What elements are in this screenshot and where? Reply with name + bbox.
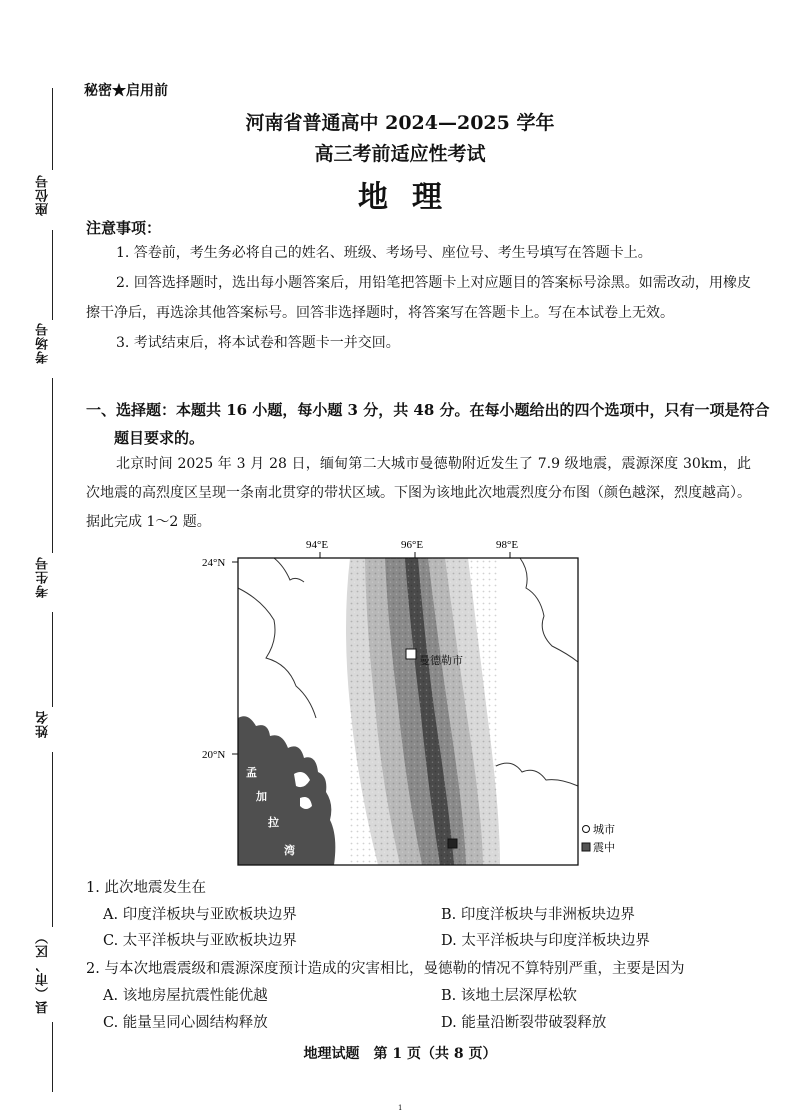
intensity-map <box>200 536 620 876</box>
exam-subtitle: 高三考前适应性考试 <box>314 143 486 165</box>
q2-option-c: C. 能量呈同心圆结构释放 <box>103 1015 268 1031</box>
question-1-stem: 1. 此次地震发生在 <box>86 880 206 896</box>
legend-city-label: 城市 <box>593 823 615 836</box>
section-intro: 北京时间 2025 年 3 月 28 日，缅甸第二大城市曼德勒附近发生了 7.9 级地震，震源深度 30km，此次地震的高烈度区呈现一条南北贯穿的带状区域。下图为该地此次地震烈度分布图（颜色越深，烈度越高）。据此完成 1～2 题。 <box>86 456 751 530</box>
sea-label-char: 湾 <box>284 844 295 857</box>
q2-option-d: D. 能量沿断裂带破裂释放 <box>441 1015 607 1031</box>
legend-epicenter-symbol <box>582 843 590 851</box>
margin-line <box>52 752 53 927</box>
lat-label-20: 20°N <box>202 749 226 761</box>
question-2-stem: 2. 与本次地震震级和震源深度预计造成的灾害相比，曼德勒的情况不算特别严重，主要是因为 <box>86 961 685 977</box>
page-footer: 地理试题 第 1 页（共 8 页） <box>303 1046 497 1062</box>
margin-label-examinee: 考生号 <box>36 556 51 598</box>
legend-city-symbol <box>583 826 590 833</box>
page-mark: 1 <box>398 1104 403 1112</box>
q1-option-b: B. 印度洋板块与非洲板块边界 <box>441 907 635 923</box>
secret-mark: 秘密★启用前 <box>84 83 168 99</box>
margin-line <box>52 230 53 320</box>
lat-label-24: 24°N <box>202 557 226 569</box>
q2-option-a: A. 该地房屋抗震性能优越 <box>103 988 268 1004</box>
legend-epicenter-label: 震中 <box>593 841 615 854</box>
epicenter-marker <box>448 839 457 848</box>
subject-title: 地理 <box>358 180 466 215</box>
margin-label-seat: 座位号 <box>36 174 51 216</box>
sea-label-char: 加 <box>256 790 267 803</box>
q1-option-d: D. 太平洋板块与印度洋板块边界 <box>441 933 650 949</box>
exam-title: 河南省普通高中 2024—2025 学年 <box>245 112 555 134</box>
lon-label-96: 96°E <box>401 539 424 551</box>
note-item: 2. 回答选择题时，选出每小题答案后，用铅笔把答题卡上对应题目的答案标号涂黑。如需改动，用橡皮擦干净后，再选涂其他答案标号。回答非选择题时，将答案写在答题卡上。写在本试卷上无效。 <box>86 275 751 321</box>
section-heading: 一、选择题：本题共 16 小题，每小题 3 分，共 48 分。在每小题给出的四个选项中，只有一项是符合题目要求的。 <box>86 401 770 447</box>
note-item: 1. 答卷前，考生务必将自己的姓名、班级、考场号、座位号、考生号填写在答题卡上。 <box>116 245 652 261</box>
sea-label-char: 拉 <box>268 816 279 829</box>
q1-option-c: C. 太平洋板块与亚欧板块边界 <box>103 933 297 949</box>
note-item: 3. 考试结束后，将本试卷和答题卡一并交回。 <box>116 335 400 351</box>
sea-label-char: 孟 <box>246 766 257 779</box>
margin-label-name: 姓名 <box>36 710 51 738</box>
mandalay-marker <box>406 649 416 659</box>
margin-label-room: 考场号 <box>36 322 51 364</box>
q1-option-a: A. 印度洋板块与亚欧板块边界 <box>103 907 297 923</box>
margin-label-county: 县（市、区） <box>36 930 51 1014</box>
lon-label-98: 98°E <box>496 539 519 551</box>
margin-line <box>52 378 53 553</box>
city-label: 曼德勒市 <box>419 654 463 667</box>
notes-heading: 注意事项： <box>86 219 162 237</box>
margin-line <box>52 612 53 707</box>
lon-label-94: 94°E <box>306 539 329 551</box>
intensity-texture <box>350 558 500 865</box>
q2-option-b: B. 该地土层深厚松软 <box>441 988 577 1004</box>
